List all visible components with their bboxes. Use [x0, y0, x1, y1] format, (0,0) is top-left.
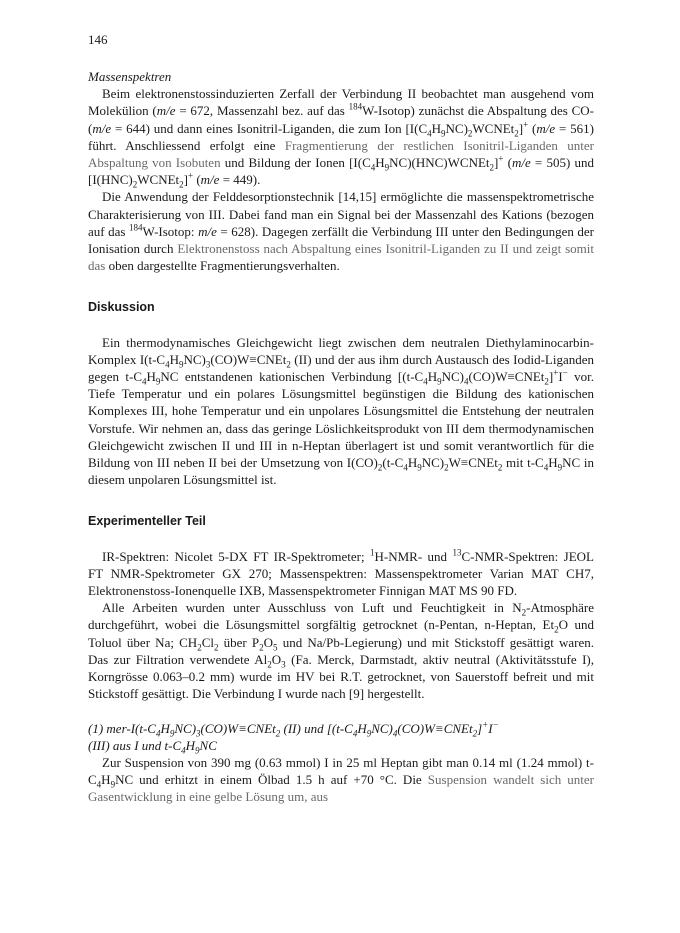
paragraph-procedure: Zur Suspension von 390 mg (0.63 mmol) I in 25 ml Heptan gibt man 0.14 ml (1.24 mmol) $t-C_4H_9NC$ und erhitzt in einem Ölbad 1.5 h auf +70 °C. Die Suspension wandelt sich unter Gasentwicklung in eine gelbe Lösung um, aus: [88, 754, 594, 805]
paragraph-exp-2: Alle Arbeiten wurden unter Ausschluss von Luft und Feuchtigkeit in $N_2$-Atmosphäre durchgeführt, wobei die Lösungsmittel sorgfältig getrocknet (n-Pentan, n-Heptan, $Et_2O$ und Toluol über Na; $CH_2Cl_2$ über $P_2O_5$ und Na/Pb-Legierung) und mit Stickstoff gesättigt waren. Das zur Filtration verwendete $Al_2O_3$ (Fa. Merck, Darmstadt, aktiv neutral (Aktivitätsstufe I), Korngrösse 0.063–0.2 mm) wurde im HV bei R.T. getrocknet, von Sauerstoff befreit und mit Stickstoff gesättigt. Die Verbindung I wurde nach [9] hergestellt.: [88, 600, 594, 702]
subsection-heading-1: (1) mer-$I(t-C_4H_9NC)_3(CO)W\equiv CNEt_2$ (II) und $[(t-C_4H_9NC)_4(CO)W\equiv CNEt_2]^+I^-$ (III) aus I und $t-C_4H_9NC$: [88, 719, 499, 756]
faded-line: Suspension wandelt sich unter Gasentwicklung in eine gelbe Lösung um, aus: [88, 772, 594, 805]
section-heading-diskussion: Diskussion: [88, 300, 155, 315]
paragraph-diskussion: Ein thermodynamisches Gleichgewicht liegt zwischen dem neutralen Diethylaminocarbin-Komplex $I(t-C_4H_9NC)_3(CO)W\equiv CNEt_2$ (II) und der aus ihm durch Austausch des Iodid-Liganden gegen $t-C_4H_9NC$ entstandenen kationischen Verbindung $[(t-C_4H_9NC)_4(CO)W\equiv CNEt_2]^+I^-$ vor. Tiefe Temperatur und ein polares Lösungsmittel begünstigen die Bildung des kationischen Komplexes III, hohe Temperatur und ein unpolares Lösungsmittel die Entstehung der neutralen Vorstufe. Wir nehmen an, dass das geringe Löslichkeitsprodukt von III dem thermodynamischen Gleichgewicht zwischen II und III in n-Heptan überlagert ist und somit verantwortlich für die Bildung von III neben II bei der Umsetzung von $I(CO)_2(t-C_4H_9NC)_2W\equiv CNEt_2$ mit $t-C_4H_9NC$ in diesem unpolaren Lösungsmittel ist.: [88, 334, 595, 488]
section-heading-experimenteller-teil: Experimenteller Teil: [88, 514, 206, 529]
section-heading-massenspektren: Massenspektren: [88, 69, 172, 84]
faded-line: Elektronenstoss nach Abspaltung eines Isonitril-Liganden zu II und zeigt somit das: [88, 241, 594, 274]
faded-line: Fragmentierung der restlichen Isonitril-Liganden unter Abspaltung von Isobuten: [88, 137, 594, 171]
paragraph-mass-1: Beim elektronenstossinduzierten Zerfall der Verbindung II beobachtet man ausgehend vom Molekülion (m/e = 672, Massenzahl bez. auf das $^{184}$W-Isotop) zunächst die Abspaltung des CO- (m/e = 644) und dann eines Isonitril-Liganden, die zum Ion $[I(C_4H_9NC)_2WCNEt_2]^+$ (m/e = 561) führt. Anschliessend erfolgt eine Fragmentierung der restlichen Isonitril-Liganden unter Abspaltung von Isobuten und Bildung der Ionen $[I(C_4H_9NC)(HNC)WCNEt_2]^+$ (m/e = 505) und $[I(HNC)_2WCNEt_2]^+$ (m/e = 449).: [88, 86, 594, 190]
page-body: [88, 30, 594, 806]
page-number: 146: [88, 32, 108, 47]
paragraph-mass-2: Die Anwendung der Felddesorptionstechnik [14,15] ermöglichte die massenspektrometrische Charakterisierung von III. Dabei fand man ein Signal bei der Massenzahl des Kations (bezogen auf das $^{184}$W-Isotop: m/e = 628). Dagegen zerfällt die Verbindung III unter den Bedingungen der Ionisation durch Elektronenstoss nach Abspaltung eines Isonitril-Liganden zu II und zeigt somit das oben dargestellte Fragmentierungsverhalten.: [88, 189, 594, 274]
paragraph-exp-1: IR-Spektren: Nicolet 5-DX FT IR-Spektrometer; $^1$H-NMR- und $^{13}$C-NMR-Spektren: JEOL FT NMR-Spektrometer GX 270; Massenspektren: Massenspektrometer Varian MAT CH7, Elektronenstoss-Ionenquelle IXB, Massenspektrometer Finnigan MAT MS 90 FD.: [88, 547, 594, 599]
